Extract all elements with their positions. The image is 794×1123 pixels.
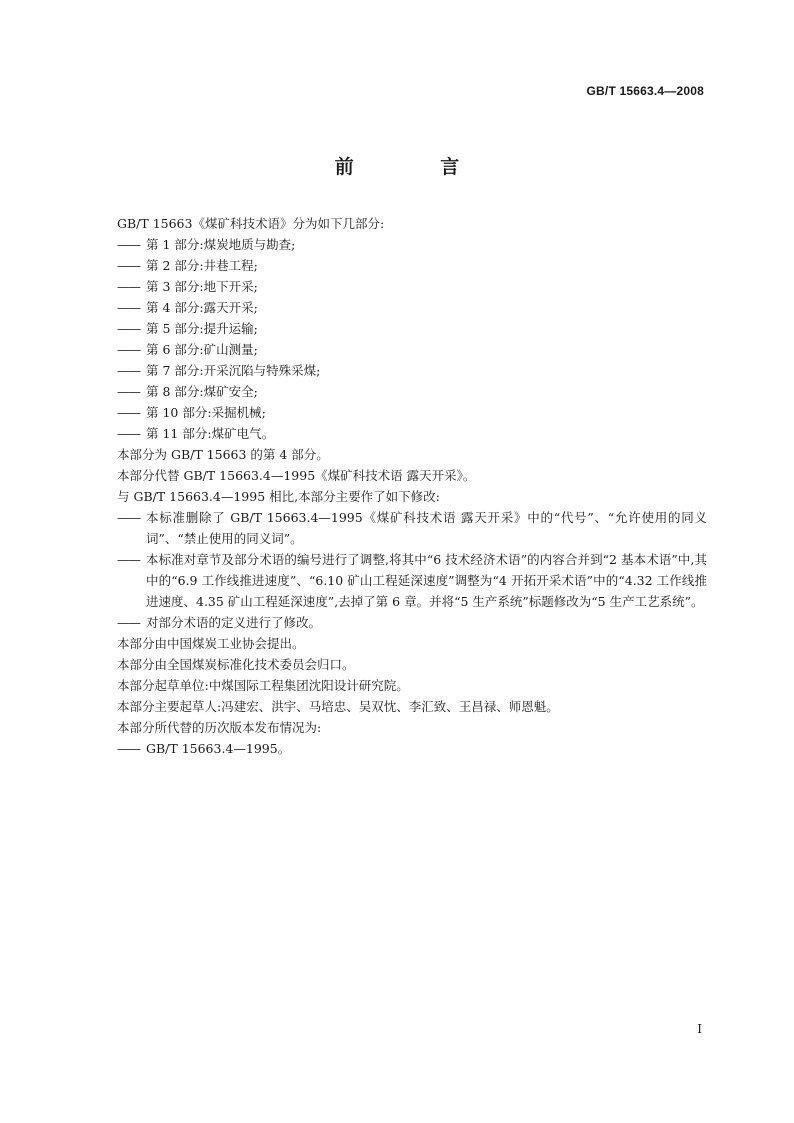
list-item — [117, 612, 707, 633]
list-dash: —— — [117, 552, 140, 567]
list-item-text: 对部分术语的定义进行了修改。 — [146, 615, 322, 630]
list-item — [117, 360, 707, 381]
list-item-text: GB/T 15663.4—1995。 — [146, 741, 291, 756]
list-item-text: 第 10 部分:采掘机械; — [146, 405, 266, 420]
list-item — [117, 381, 707, 402]
paragraph: 本部分由中国煤炭工业协会提出。 — [117, 636, 305, 651]
list-item — [117, 423, 707, 444]
list-item-text: 第 11 部分:煤矿电气。 — [146, 426, 275, 441]
list-item — [117, 738, 707, 759]
list-dash: —— — [117, 426, 140, 441]
list-item-text: 第 8 部分:煤矿安全; — [146, 384, 258, 399]
paragraph: 本部分为 GB/T 15663 的第 4 部分。 — [117, 447, 329, 462]
list-item — [117, 402, 707, 423]
list-item-text: 第 7 部分:开采沉陷与特殊采煤; — [146, 363, 321, 378]
list-dash: —— — [117, 237, 140, 252]
list-item — [117, 318, 707, 339]
paragraph: GB/T 15663《煤矿科技术语》分为如下几部分: — [117, 216, 385, 231]
list-item-text: 第 5 部分:提升运输; — [146, 321, 258, 336]
list-item — [117, 297, 707, 318]
list-dash: —— — [117, 342, 140, 357]
paragraph: 本部分主要起草人:冯建宏、洪宇、马培忠、吴双忱、李汇致、王昌禄、师恩魁。 — [117, 699, 559, 714]
list-dash: —— — [117, 510, 140, 525]
list-item — [117, 339, 707, 360]
list-dash: —— — [117, 384, 140, 399]
list-dash: —— — [117, 363, 140, 378]
list-item-text: 第 1 部分:煤炭地质与勘查; — [146, 237, 296, 252]
list-dash: —— — [117, 741, 140, 756]
list-dash: —— — [117, 321, 140, 336]
paragraph: 与 GB/T 15663.4—1995 相比,本部分主要作了如下修改: — [117, 489, 440, 504]
list-item — [117, 255, 707, 276]
list-item-text: 本标准删除了 GB/T 15663.4—1995《煤矿科技术语 露天开采》中的“代号”、“允许使用的同义词”、“禁止使用的同义词”。 — [146, 510, 707, 546]
list-dash: —— — [117, 615, 140, 630]
list-dash: —— — [117, 258, 140, 273]
list-dash: —— — [117, 300, 140, 315]
paragraph: 本部分所代替的历次版本发布情况为: — [117, 720, 322, 735]
paragraph: 本部分代替 GB/T 15663.4—1995《煤矿科技术语 露天开采》。 — [117, 468, 476, 483]
list-item — [117, 276, 707, 297]
list-item — [117, 234, 707, 255]
standard-code: GB/T 15663.4—2008 — [586, 84, 704, 98]
list-item-text: 第 3 部分:地下开采; — [146, 279, 258, 294]
preface-body — [117, 213, 707, 759]
list-item — [117, 507, 707, 549]
paragraph: 本部分由全国煤炭标准化技术委员会归口。 — [117, 657, 355, 672]
list-dash: —— — [117, 405, 140, 420]
list-item — [117, 549, 707, 612]
page-number: I — [697, 1022, 702, 1036]
list-dash: —— — [117, 279, 140, 294]
list-item-text: 第 6 部分:矿山测量; — [146, 342, 258, 357]
page-title: 前 言 — [334, 156, 500, 178]
list-item-text: 本标准对章节及部分术语的编号进行了调整,将其中“6 技术经济术语”的内容合并到“2 基本术语”中,其中的“6.9 工作线推进速度”、“6.10 矿山工程延深速度”调整为“4 开拓开采术语”中的“4.32 工作线推进速度、4.35 矿山工程延深速度”,去掉了第 6 章。并将“5 生产系统”标题修改为“5 生产工艺系统”。 — [146, 552, 707, 609]
list-item-text: 第 4 部分:露天开采; — [146, 300, 258, 315]
paragraph: 本部分起草单位:中煤国际工程集团沈阳设计研究院。 — [117, 678, 409, 693]
list-item-text: 第 2 部分:井巷工程; — [146, 258, 258, 273]
